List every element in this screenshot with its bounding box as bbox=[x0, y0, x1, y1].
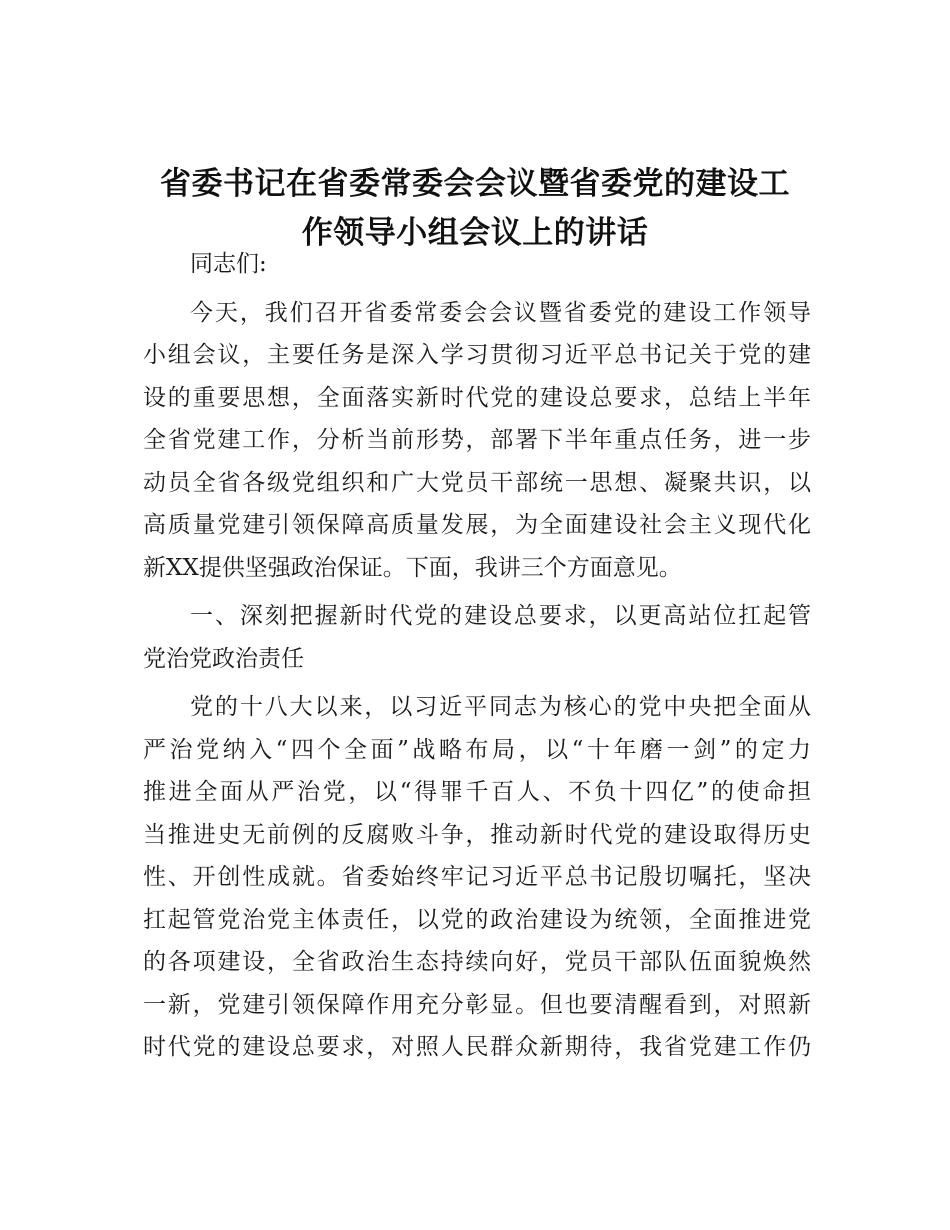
paragraph-1-line: 今天，我们召开省委常委会会议暨省委党的建设工作领导 bbox=[190, 299, 811, 326]
paragraph-2-line: 时代党的建设总要求，对照人民群众新期待，我省党建工作仍 bbox=[143, 1034, 811, 1060]
paragraph-1-line: 高质量党建引领保障高质量发展，为全面建设社会主义现代化 bbox=[143, 512, 811, 538]
paragraph-2-line: 性、开创性成就。省委始终牢记习近平总书记殷切嘱托，坚决 bbox=[143, 864, 811, 890]
paragraph-2-line: 当推进史无前例的反腐败斗争，推动新时代党的建设取得历史 bbox=[143, 821, 811, 848]
paragraph-1-line: 全省党建工作，分析当前形势，部署下半年重点任务，进一步 bbox=[143, 427, 811, 453]
paragraph-2-line: 一新，党建引领保障作用充分彰显。但也要清醒看到，对照新 bbox=[143, 991, 811, 1018]
paragraph-2-line: 推进全面从严治党，以“得罪千百人、不负十四亿”的使命担 bbox=[143, 779, 811, 805]
paragraph-2-line: 党的十八大以来，以习近平同志为核心的党中央把全面从 bbox=[190, 694, 811, 720]
document-body bbox=[143, 243, 811, 1069]
paragraph-1 bbox=[143, 292, 811, 590]
paragraph-1-line: 小组会议，主要任务是深入学习贯彻习近平总书记关于党的建 bbox=[143, 342, 811, 368]
section-heading-1 bbox=[143, 595, 811, 680]
paragraph-1-line: 新XX提供坚强政治保证。下面，我讲三个方面意见。 bbox=[143, 554, 682, 581]
paragraph-1-line: 动员全省各级党组织和广大党员干部统一思想、凝聚共识，以 bbox=[143, 469, 811, 496]
paragraph-2-line: 严治党纳入“四个全面”战略布局，以“十年磨一剑”的定力 bbox=[143, 736, 811, 763]
title-line-2: 作领导小组会议上的讲话 bbox=[301, 215, 649, 251]
paragraph-2 bbox=[143, 686, 811, 1069]
title-line-1: 省委书记在省委常委会会议暨省委党的建设工 bbox=[160, 166, 790, 202]
paragraph-1-line: 设的重要思想，全面落实新时代党的建设总要求，总结上半年 bbox=[143, 384, 811, 411]
section-heading-line: 党治党政治责任 bbox=[143, 645, 304, 672]
paragraph-2-line: 扛起管党治党主体责任，以党的政治建设为统领，全面推进党 bbox=[143, 906, 811, 933]
greeting: 同志们: bbox=[190, 251, 267, 277]
paragraph-2-line: 的各项建设，全省政治生态持续向好，党员干部队伍面貌焕然 bbox=[143, 949, 811, 975]
section-heading-line: 一、深刻把握新时代党的建设总要求，以更高站位扛起管 bbox=[190, 603, 811, 629]
